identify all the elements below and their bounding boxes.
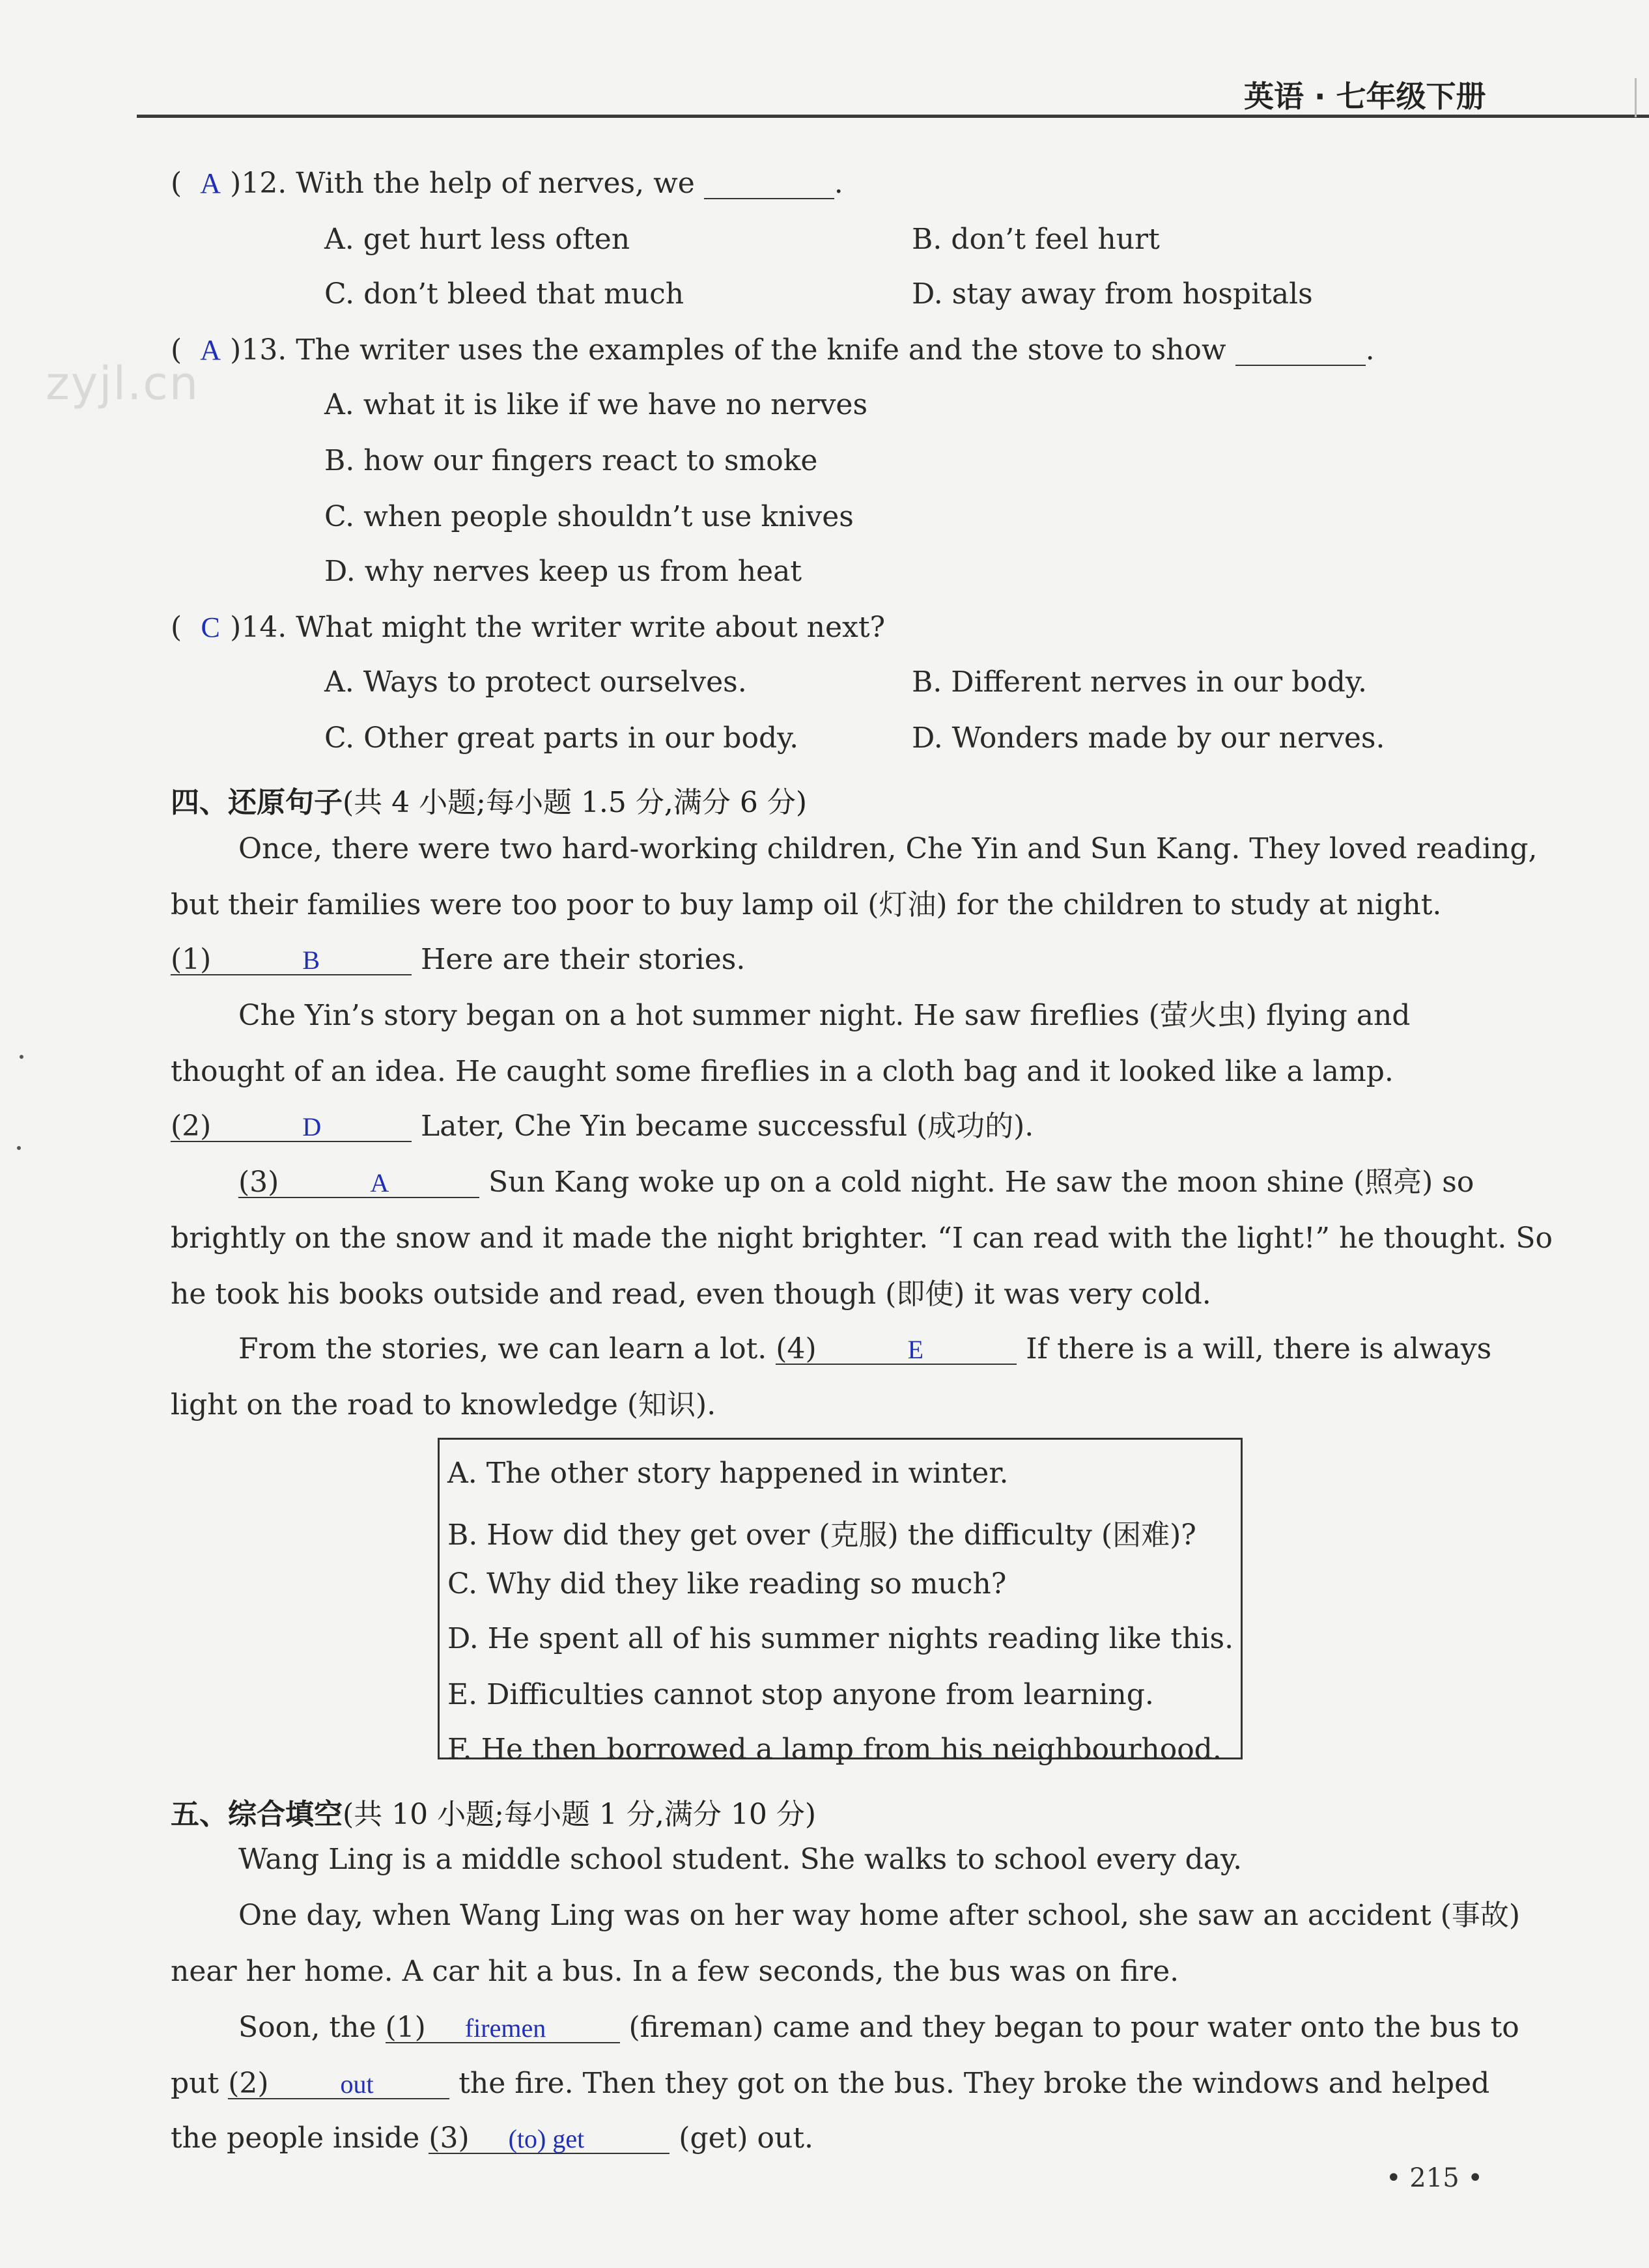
question-13-option-a: A. what it is like if we have no nerves — [324, 388, 868, 421]
answer-blank-3: (3) A — [238, 1168, 479, 1198]
question-14-option-c: C. Other great parts in our body. — [324, 721, 799, 755]
question-13-option-d: D. why nerves keep us from heat — [324, 555, 802, 588]
section-4-paragraph-line: (1) B Here are their stories. — [171, 943, 746, 976]
fill-blank-1: (1) firemen — [386, 2013, 620, 2043]
section-5-title: 五、综合填空(共 10 小题;每小题 1 分,满分 10 分) — [171, 1798, 817, 1831]
question-12-option-c: C. don’t bleed that much — [324, 277, 684, 311]
question-13-option-c: C. when people shouldn’t use knives — [324, 500, 854, 533]
page-header-title: 英语 · 七年级下册 — [1244, 79, 1486, 114]
fill-blank-3: (3) (to) get — [429, 2124, 669, 2154]
option-f: F. He then borrowed a lamp from his neighbourhood. — [447, 1733, 1222, 1766]
question-12-stem: ( A )12. With the help of nerves, we . — [171, 167, 843, 200]
section-4-paragraph-line: From the stories, we can learn a lot. (4) E If there is a will, there is always — [238, 1332, 1492, 1365]
question-12-option-b: B. don’t feel hurt — [912, 223, 1160, 256]
answer-blank — [704, 169, 834, 199]
answer-blank-4: (4) E — [776, 1335, 1017, 1365]
question-14-option-a: A. Ways to protect ourselves. — [324, 665, 747, 699]
question-12-option-d: D. stay away from hospitals — [912, 277, 1313, 311]
option-d: D. He spent all of his summer nights reading like this. — [447, 1622, 1234, 1655]
page-number: • 215 • — [1386, 2163, 1483, 2193]
question-14-option-b: B. Different nerves in our body. — [912, 665, 1367, 699]
header-edge-mark — [1635, 78, 1637, 117]
question-14-option-d: D. Wonders made by our nerves. — [912, 721, 1385, 755]
option-c: C. Why did they like reading so much? — [447, 1567, 1007, 1601]
question-13-answer: A — [200, 334, 221, 366]
question-13-option-b: B. how our fingers react to smoke — [324, 444, 818, 477]
question-14-stem: ( C )14. What might the writer write about next? — [171, 611, 886, 644]
answer-blank-1: (1) B — [171, 945, 412, 975]
section-4-paragraph-line: thought of an idea. He caught some fireflies in a cloth bag and it looked like a lamp. — [171, 1055, 1394, 1088]
section-5-paragraph-line: put (2) out the fire. Then they got on the bus. They broke the windows and helped — [171, 2067, 1490, 2100]
section-4-paragraph-line: brightly on the snow and it made the night brighter. “I can read with the light!” he thought. So — [171, 1222, 1553, 1255]
question-12-answer: A — [200, 167, 221, 199]
margin-dot — [17, 1146, 21, 1150]
answer-blank — [1235, 336, 1366, 366]
section-4-paragraph-line: Once, there were two hard-working children, Che Yin and Sun Kang. They loved reading, — [238, 832, 1538, 865]
question-14-answer: C — [201, 611, 220, 643]
section-4-paragraph-line: but their families were too poor to buy lamp oil (灯油) for the children to study at night. — [171, 888, 1442, 921]
section-5-paragraph-line: Soon, the (1) firemen (fireman) came and they began to pour water onto the bus to — [238, 2011, 1519, 2044]
header-rule — [137, 115, 1649, 118]
question-13-stem: ( A )13. The writer uses the examples of the knife and the stove to show . — [171, 333, 1375, 367]
section-4-paragraph-line: (2) D Later, Che Yin became successful (成功的). — [171, 1110, 1034, 1143]
section-4-title: 四、还原句子(共 4 小题;每小题 1.5 分,满分 6 分) — [171, 786, 808, 819]
margin-dot — [20, 1055, 23, 1059]
question-12-option-a: A. get hurt less often — [324, 223, 630, 256]
option-b: B. How did they get over (克服) the difficulty (困难)? — [447, 1519, 1196, 1552]
section-5-paragraph-line: Wang Ling is a middle school student. She walks to school every day. — [238, 1843, 1243, 1876]
option-e: E. Difficulties cannot stop anyone from learning. — [447, 1678, 1154, 1711]
options-box — [438, 1438, 1243, 1766]
section-5-paragraph-line: near her home. A car hit a bus. In a few seconds, the bus was on fire. — [171, 1955, 1179, 1988]
section-5-paragraph-line: the people inside (3) (to) get (get) out. — [171, 2121, 813, 2155]
section-4-paragraph-line: Che Yin’s story began on a hot summer night. He saw fireflies (萤火虫) flying and — [238, 999, 1411, 1032]
fill-blank-2: (2) out — [228, 2069, 449, 2099]
answer-blank-2: (2) D — [171, 1112, 412, 1142]
watermark: zyjl.cn — [46, 357, 200, 410]
section-4-paragraph-line: he took his books outside and read, even though (即使) it was very cold. — [171, 1278, 1211, 1311]
section-4-paragraph-line: (3) A Sun Kang woke up on a cold night. He saw the moon shine (照亮) so — [238, 1166, 1474, 1199]
option-a: A. The other story happened in winter. — [447, 1457, 1009, 1490]
section-4-paragraph-line: light on the road to knowledge (知识). — [171, 1388, 716, 1421]
section-5-paragraph-line: One day, when Wang Ling was on her way home after school, she saw an accident (事故) — [238, 1899, 1521, 1932]
